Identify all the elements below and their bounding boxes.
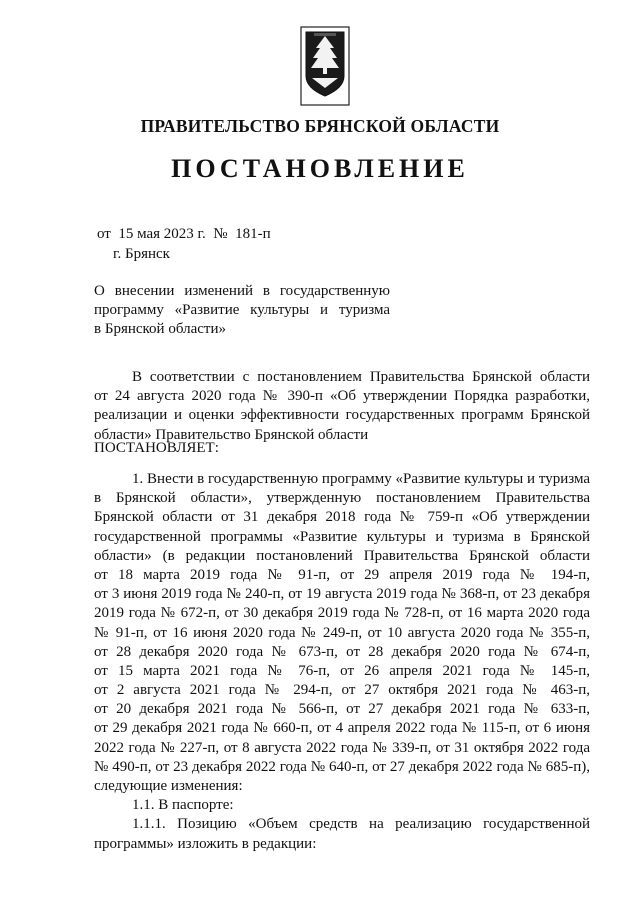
- clause-line: от 29 декабря 2021 года № 660-п, от 4 апреля 2022 года № 115-п, от 6 июня: [94, 720, 590, 737]
- clause-line: государственной программы «Развитие культуры и туризма в Брянской: [94, 528, 590, 545]
- coat-of-arms-emblem: [300, 26, 350, 106]
- document-type-title: ПОСТАНОВЛЕНИЕ: [171, 154, 469, 183]
- subject-line: программу «Развитие культуры и туризма: [94, 302, 390, 318]
- subject-line: в Брянской области»: [94, 321, 226, 337]
- document-city: г. Брянск: [113, 246, 170, 262]
- preamble-line: реализации и оценки эффективности государственных программ Брянской: [94, 407, 590, 424]
- clause-line: следующие изменения:: [94, 778, 243, 794]
- subject-line: О внесении изменений в государственную: [94, 283, 390, 299]
- preamble-line: от 24 августа 2020 года № 390-п «Об утверждении Порядка разработки,: [94, 388, 590, 405]
- clause-line: от 18 марта 2019 года № 91-п, от 29 апреля 2019 года № 194-п,: [94, 566, 590, 583]
- clause-1-1-heading: 1.1. В паспорте:: [132, 797, 234, 814]
- clause-line: № 490-п, от 23 декабря 2022 года № 640-п, от 27 декабря 2022 года № 685-п),: [94, 758, 590, 775]
- document-subject: [94, 282, 390, 339]
- clause-line: от 20 декабря 2021 года № 566-п, от 27 декабря 2021 года № 633-п,: [94, 701, 590, 718]
- clause-line: 1. Внести в государственную программу «Развитие культуры и туризма: [132, 471, 590, 487]
- government-name: ПРАВИТЕЛЬСТВО БРЯНСКОЙ ОБЛАСТИ: [140, 116, 500, 136]
- clause-line: № 91-п, от 16 июня 2020 года № 249-п, от 10 августа 2020 года № 355-п,: [94, 624, 590, 641]
- preamble-line: области» Правительство Брянской области: [94, 426, 369, 443]
- clause-line: 2022 года № 227-п, от 8 августа 2022 года № 339-п, от 31 октября 2022 года: [94, 739, 590, 756]
- clause-line: от 3 июня 2019 года № 240-п, от 19 августа 2019 года № 368-п, от 23 декабря: [94, 586, 590, 603]
- clause-line: в Брянской области», утвержденную постановлением Правительства: [94, 490, 590, 507]
- clause-line: области» (в редакции постановлений Правительства Брянской области: [94, 547, 590, 564]
- clause-line: 2019 года № 672-п, от 30 декабря 2019 года № 728-п, от 16 марта 2020 года: [94, 605, 590, 622]
- clause-line: от 15 марта 2021 года № 76-п, от 26 апреля 2021 года № 145-п,: [94, 662, 590, 679]
- preamble-line: В соответствии с постановлением Правительства Брянской области: [132, 369, 590, 385]
- clause-line: Брянской области от 31 декабря 2018 года № 759-п «Об утверждении: [94, 509, 590, 526]
- clause-1-paragraph: [94, 470, 590, 854]
- document-date-number: от 15 мая 2023 г. № 181-п: [97, 226, 271, 242]
- clause-line: от 2 августа 2021 года № 294-п, от 27 октября 2021 года № 463-п,: [94, 682, 590, 699]
- clause-line: программы» изложить в редакции:: [94, 835, 317, 852]
- resolves-heading: ПОСТАНОВЛЯЕТ:: [94, 440, 219, 456]
- clause-line: 1.1.1. Позицию «Объем средств на реализацию государственной: [132, 816, 590, 833]
- clause-line: от 28 декабря 2020 года № 673-п, от 28 декабря 2020 года № 674-п,: [94, 643, 590, 660]
- preamble-paragraph: [94, 368, 590, 445]
